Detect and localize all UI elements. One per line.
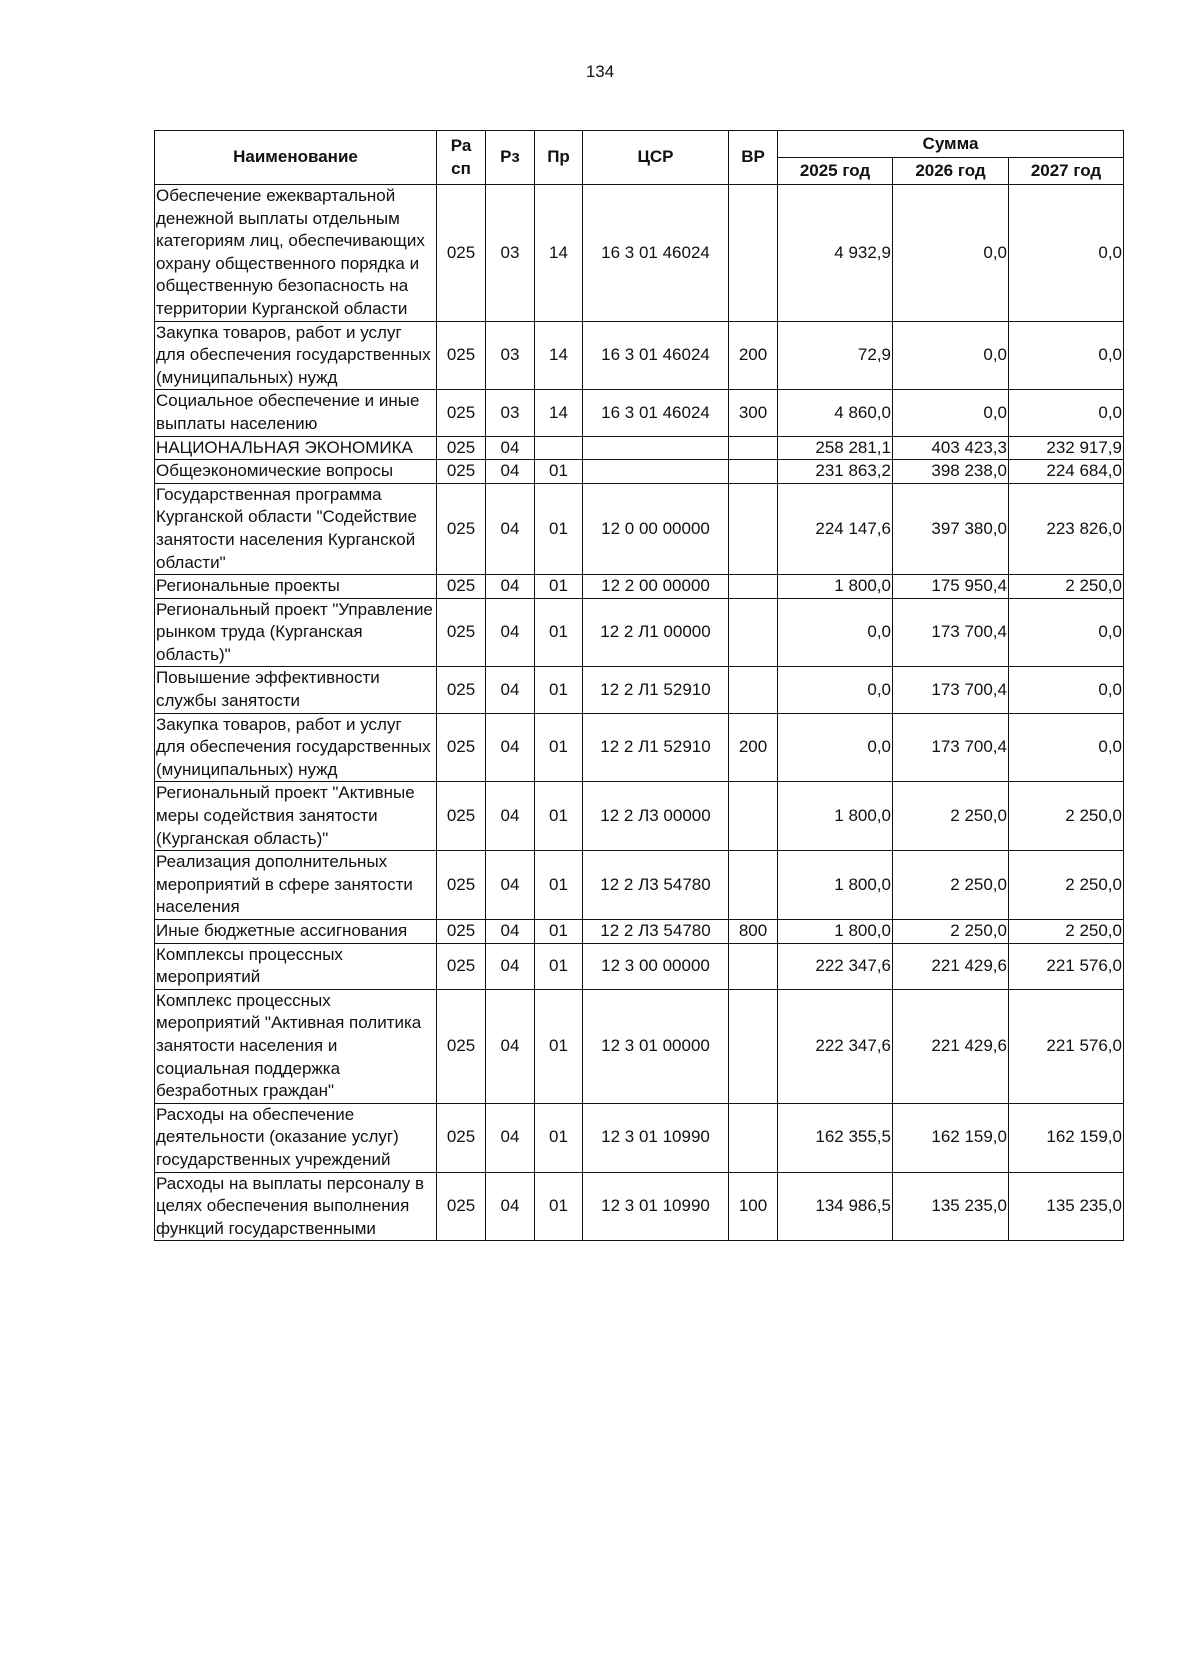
cell-name: Обеспечение ежеквартальной денежной выплаты отдельным категориям лиц, обеспечивающих охрану общественного порядка и общественную безопасность на территории Курганской области — [155, 185, 437, 322]
cell-2026: 135 235,0 — [893, 1172, 1009, 1241]
cell-name: Расходы на обеспечение деятельности (оказание услуг) государственных учреждений — [155, 1103, 437, 1172]
cell-vr: 200 — [729, 321, 778, 390]
cell-2027: 0,0 — [1009, 598, 1124, 667]
cell-pr: 01 — [535, 782, 583, 851]
cell-2026: 221 429,6 — [893, 943, 1009, 989]
cell-2027: 232 917,9 — [1009, 436, 1124, 460]
cell-2025: 0,0 — [778, 713, 893, 782]
cell-2027: 0,0 — [1009, 321, 1124, 390]
cell-rz: 04 — [486, 920, 535, 944]
cell-csr: 12 0 00 00000 — [583, 483, 729, 574]
table-row — [155, 667, 1124, 713]
cell-2025: 1 800,0 — [778, 851, 893, 920]
cell-2025: 162 355,5 — [778, 1103, 893, 1172]
cell-pr: 01 — [535, 460, 583, 484]
table-row — [155, 1172, 1124, 1241]
cell-pr: 01 — [535, 1172, 583, 1241]
cell-csr: 12 2 00 00000 — [583, 575, 729, 599]
cell-2025: 231 863,2 — [778, 460, 893, 484]
cell-rasp: 025 — [437, 667, 486, 713]
cell-2027: 0,0 — [1009, 667, 1124, 713]
cell-rz: 04 — [486, 989, 535, 1103]
table-row — [155, 920, 1124, 944]
cell-csr: 12 3 01 10990 — [583, 1103, 729, 1172]
cell-csr: 16 3 01 46024 — [583, 390, 729, 436]
cell-vr — [729, 460, 778, 484]
table-row — [155, 483, 1124, 574]
table-row — [155, 851, 1124, 920]
cell-pr: 01 — [535, 713, 583, 782]
cell-rasp: 025 — [437, 185, 486, 322]
cell-vr — [729, 943, 778, 989]
cell-rasp: 025 — [437, 436, 486, 460]
cell-pr: 01 — [535, 598, 583, 667]
cell-name: НАЦИОНАЛЬНАЯ ЭКОНОМИКА — [155, 436, 437, 460]
cell-vr — [729, 575, 778, 599]
cell-name: Иные бюджетные ассигнования — [155, 920, 437, 944]
cell-name: Региональный проект "Управление рынком труда (Курганская область)" — [155, 598, 437, 667]
table-row — [155, 390, 1124, 436]
cell-2025: 0,0 — [778, 667, 893, 713]
cell-vr: 800 — [729, 920, 778, 944]
cell-2025: 4 860,0 — [778, 390, 893, 436]
header-rasp-line1: Ра — [450, 136, 472, 155]
table-row — [155, 1103, 1124, 1172]
cell-pr: 14 — [535, 390, 583, 436]
cell-2026: 175 950,4 — [893, 575, 1009, 599]
cell-rz: 04 — [486, 713, 535, 782]
cell-rz: 04 — [486, 1103, 535, 1172]
cell-2025: 1 800,0 — [778, 920, 893, 944]
cell-2026: 173 700,4 — [893, 667, 1009, 713]
table-row — [155, 713, 1124, 782]
cell-rz: 04 — [486, 782, 535, 851]
cell-2026: 0,0 — [893, 185, 1009, 322]
cell-vr — [729, 989, 778, 1103]
cell-2026: 2 250,0 — [893, 920, 1009, 944]
header-sum: Сумма — [778, 131, 1124, 158]
cell-name: Региональные проекты — [155, 575, 437, 599]
cell-name: Расходы на выплаты персоналу в целях обеспечения выполнения функций государственными — [155, 1172, 437, 1241]
cell-pr: 01 — [535, 851, 583, 920]
cell-rz: 04 — [486, 460, 535, 484]
cell-rasp: 025 — [437, 598, 486, 667]
cell-2027: 135 235,0 — [1009, 1172, 1124, 1241]
cell-vr — [729, 1103, 778, 1172]
table-row — [155, 943, 1124, 989]
cell-pr: 01 — [535, 483, 583, 574]
cell-rasp: 025 — [437, 483, 486, 574]
cell-csr: 12 2 Л3 54780 — [583, 851, 729, 920]
cell-rasp: 025 — [437, 713, 486, 782]
header-2026: 2026 год — [893, 158, 1009, 185]
table-row — [155, 782, 1124, 851]
cell-rasp: 025 — [437, 321, 486, 390]
cell-2026: 173 700,4 — [893, 713, 1009, 782]
cell-name: Государственная программа Курганской области "Содействие занятости населения Курганской области" — [155, 483, 437, 574]
cell-name: Комплекс процессных мероприятий "Активная политика занятости населения и социальная поддержка безработных граждан" — [155, 989, 437, 1103]
cell-pr — [535, 436, 583, 460]
header-rasp-line2: сп — [451, 158, 471, 178]
cell-pr: 01 — [535, 943, 583, 989]
cell-2027: 223 826,0 — [1009, 483, 1124, 574]
cell-rasp: 025 — [437, 989, 486, 1103]
cell-pr: 01 — [535, 575, 583, 599]
header-2027: 2027 год — [1009, 158, 1124, 185]
cell-rasp: 025 — [437, 1103, 486, 1172]
cell-2027: 2 250,0 — [1009, 851, 1124, 920]
cell-2027: 162 159,0 — [1009, 1103, 1124, 1172]
cell-csr — [583, 460, 729, 484]
table-row — [155, 598, 1124, 667]
table-row — [155, 575, 1124, 599]
table-body — [155, 185, 1124, 1241]
cell-vr — [729, 185, 778, 322]
cell-rasp: 025 — [437, 575, 486, 599]
cell-csr: 12 2 Л1 52910 — [583, 713, 729, 782]
cell-rasp: 025 — [437, 782, 486, 851]
cell-vr: 300 — [729, 390, 778, 436]
header-pr: Пр — [535, 131, 583, 185]
cell-2025: 0,0 — [778, 598, 893, 667]
header-name: Наименование — [155, 131, 437, 185]
cell-rz: 04 — [486, 436, 535, 460]
cell-pr: 01 — [535, 989, 583, 1103]
cell-vr — [729, 483, 778, 574]
cell-csr: 12 2 Л3 54780 — [583, 920, 729, 944]
cell-2025: 222 347,6 — [778, 943, 893, 989]
cell-vr: 100 — [729, 1172, 778, 1241]
cell-2026: 173 700,4 — [893, 598, 1009, 667]
cell-rz: 04 — [486, 575, 535, 599]
cell-2025: 258 281,1 — [778, 436, 893, 460]
header-rasp — [437, 131, 486, 185]
cell-2026: 403 423,3 — [893, 436, 1009, 460]
cell-2025: 224 147,6 — [778, 483, 893, 574]
cell-2025: 1 800,0 — [778, 575, 893, 599]
cell-rasp: 025 — [437, 851, 486, 920]
cell-2027: 0,0 — [1009, 390, 1124, 436]
cell-2025: 134 986,5 — [778, 1172, 893, 1241]
cell-rz: 03 — [486, 185, 535, 322]
cell-rasp: 025 — [437, 1172, 486, 1241]
cell-csr: 12 3 00 00000 — [583, 943, 729, 989]
cell-2025: 222 347,6 — [778, 989, 893, 1103]
cell-2027: 2 250,0 — [1009, 575, 1124, 599]
cell-csr: 12 2 Л1 00000 — [583, 598, 729, 667]
cell-rz: 04 — [486, 483, 535, 574]
cell-vr — [729, 667, 778, 713]
cell-name: Общеэкономические вопросы — [155, 460, 437, 484]
cell-name: Комплексы процессных мероприятий — [155, 943, 437, 989]
cell-csr: 12 2 Л3 00000 — [583, 782, 729, 851]
cell-2027: 0,0 — [1009, 713, 1124, 782]
cell-2027: 224 684,0 — [1009, 460, 1124, 484]
header-rz: Рз — [486, 131, 535, 185]
cell-pr: 14 — [535, 185, 583, 322]
cell-csr: 12 2 Л1 52910 — [583, 667, 729, 713]
cell-2025: 72,9 — [778, 321, 893, 390]
cell-name: Реализация дополнительных мероприятий в сфере занятости населения — [155, 851, 437, 920]
cell-2026: 0,0 — [893, 390, 1009, 436]
table-row — [155, 989, 1124, 1103]
cell-vr — [729, 782, 778, 851]
cell-vr: 200 — [729, 713, 778, 782]
header-csr: ЦСР — [583, 131, 729, 185]
table-row — [155, 185, 1124, 322]
cell-2026: 2 250,0 — [893, 782, 1009, 851]
cell-2027: 2 250,0 — [1009, 920, 1124, 944]
cell-csr: 16 3 01 46024 — [583, 321, 729, 390]
cell-rasp: 025 — [437, 920, 486, 944]
header-2025: 2025 год — [778, 158, 893, 185]
cell-csr — [583, 436, 729, 460]
table-row — [155, 321, 1124, 390]
cell-pr: 01 — [535, 667, 583, 713]
cell-name: Повышение эффективности службы занятости — [155, 667, 437, 713]
cell-csr: 12 3 01 00000 — [583, 989, 729, 1103]
cell-2026: 397 380,0 — [893, 483, 1009, 574]
cell-rasp: 025 — [437, 943, 486, 989]
cell-rz: 03 — [486, 321, 535, 390]
cell-rz: 04 — [486, 598, 535, 667]
cell-2025: 1 800,0 — [778, 782, 893, 851]
cell-rasp: 025 — [437, 390, 486, 436]
cell-name: Закупка товаров, работ и услуг для обеспечения государственных (муниципальных) нужд — [155, 713, 437, 782]
cell-pr: 14 — [535, 321, 583, 390]
cell-vr — [729, 851, 778, 920]
cell-rz: 04 — [486, 1172, 535, 1241]
table-row — [155, 460, 1124, 484]
cell-name: Социальное обеспечение и иные выплаты населению — [155, 390, 437, 436]
cell-2027: 221 576,0 — [1009, 989, 1124, 1103]
cell-name: Закупка товаров, работ и услуг для обеспечения государственных (муниципальных) нужд — [155, 321, 437, 390]
cell-rz: 03 — [486, 390, 535, 436]
cell-vr — [729, 598, 778, 667]
cell-rz: 04 — [486, 667, 535, 713]
cell-2026: 2 250,0 — [893, 851, 1009, 920]
cell-rz: 04 — [486, 943, 535, 989]
cell-rasp: 025 — [437, 460, 486, 484]
cell-2026: 221 429,6 — [893, 989, 1009, 1103]
cell-pr: 01 — [535, 1103, 583, 1172]
cell-name: Региональный проект "Активные меры содействия занятости (Курганская область)" — [155, 782, 437, 851]
cell-csr: 16 3 01 46024 — [583, 185, 729, 322]
cell-pr: 01 — [535, 920, 583, 944]
table-row — [155, 436, 1124, 460]
cell-2025: 4 932,9 — [778, 185, 893, 322]
header-vr: ВР — [729, 131, 778, 185]
budget-table — [154, 130, 1124, 1241]
table-header — [155, 131, 1124, 185]
cell-csr: 12 3 01 10990 — [583, 1172, 729, 1241]
cell-2026: 162 159,0 — [893, 1103, 1009, 1172]
cell-2027: 2 250,0 — [1009, 782, 1124, 851]
cell-vr — [729, 436, 778, 460]
cell-2026: 398 238,0 — [893, 460, 1009, 484]
cell-2027: 0,0 — [1009, 185, 1124, 322]
page-number: 134 — [585, 62, 615, 81]
cell-rz: 04 — [486, 851, 535, 920]
cell-2026: 0,0 — [893, 321, 1009, 390]
cell-2027: 221 576,0 — [1009, 943, 1124, 989]
